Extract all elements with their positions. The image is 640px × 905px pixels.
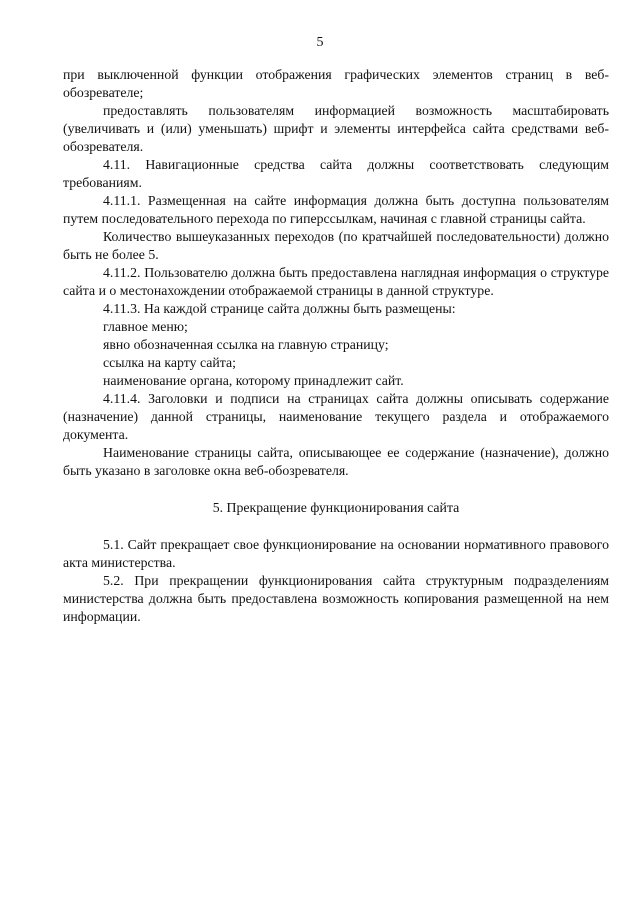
paragraph: ссылка на карту сайта; [103, 355, 236, 370]
section-heading: 5. Прекращение функционирования сайта [212, 500, 460, 515]
paragraph: 4.11. Навигационные средства сайта должны соответствовать следующим требованиям. [63, 157, 609, 190]
paragraph: явно обозначенная ссылка на главную страницу; [103, 337, 389, 352]
paragraph: Количество вышеуказанных переходов (по кратчайшей последовательности) должно быть не более 5. [63, 229, 609, 262]
paragraph: 4.11.1. Размещенная на сайте информация должна быть доступна пользователям путем последовательного перехода по гиперссылкам, начиная с главной страницы сайта. [63, 193, 609, 226]
document-body [63, 66, 609, 626]
paragraph: 4.11.2. Пользователю должна быть предоставлена наглядная информация о структуре сайта и о местонахождении отображаемой страницы в данной структуре. [63, 265, 609, 298]
paragraph: главное меню; [103, 319, 188, 334]
paragraph: Наименование страницы сайта, описывающее ее содержание (назначение), должно быть указано в заголовке окна веб-обозревателя. [63, 445, 609, 478]
section-4-continuation [63, 66, 609, 480]
paragraph: 4.11.3. На каждой странице сайта должны быть размещены: [103, 301, 456, 316]
paragraph: 4.11.4. Заголовки и подписи на страницах сайта должны описывать содержание (назначение) данной страницы, наименование текущего раздела и отображаемого документа. [63, 391, 609, 442]
paragraph: 5.1. Сайт прекращает свое функционирование на основании нормативного правового акта министерства. [63, 537, 609, 570]
paragraph: при выключенной функции отображения графических элементов страниц в веб-обозревателе; [63, 67, 609, 100]
paragraph: предоставлять пользователям информацией возможность масштабировать (увеличивать и (или) уменьшать) шрифт и элементы интерфейса сайта средствами веб-обозревателя. [63, 103, 609, 154]
paragraph: наименование органа, которому принадлежит сайт. [103, 373, 404, 388]
section-5-body [63, 536, 609, 626]
page-number: 5 [316, 35, 324, 50]
paragraph: 5.2. При прекращении функционирования сайта структурным подразделениям министерства должна быть предоставлена возможность копирования размещенной на нем информации. [63, 573, 609, 624]
